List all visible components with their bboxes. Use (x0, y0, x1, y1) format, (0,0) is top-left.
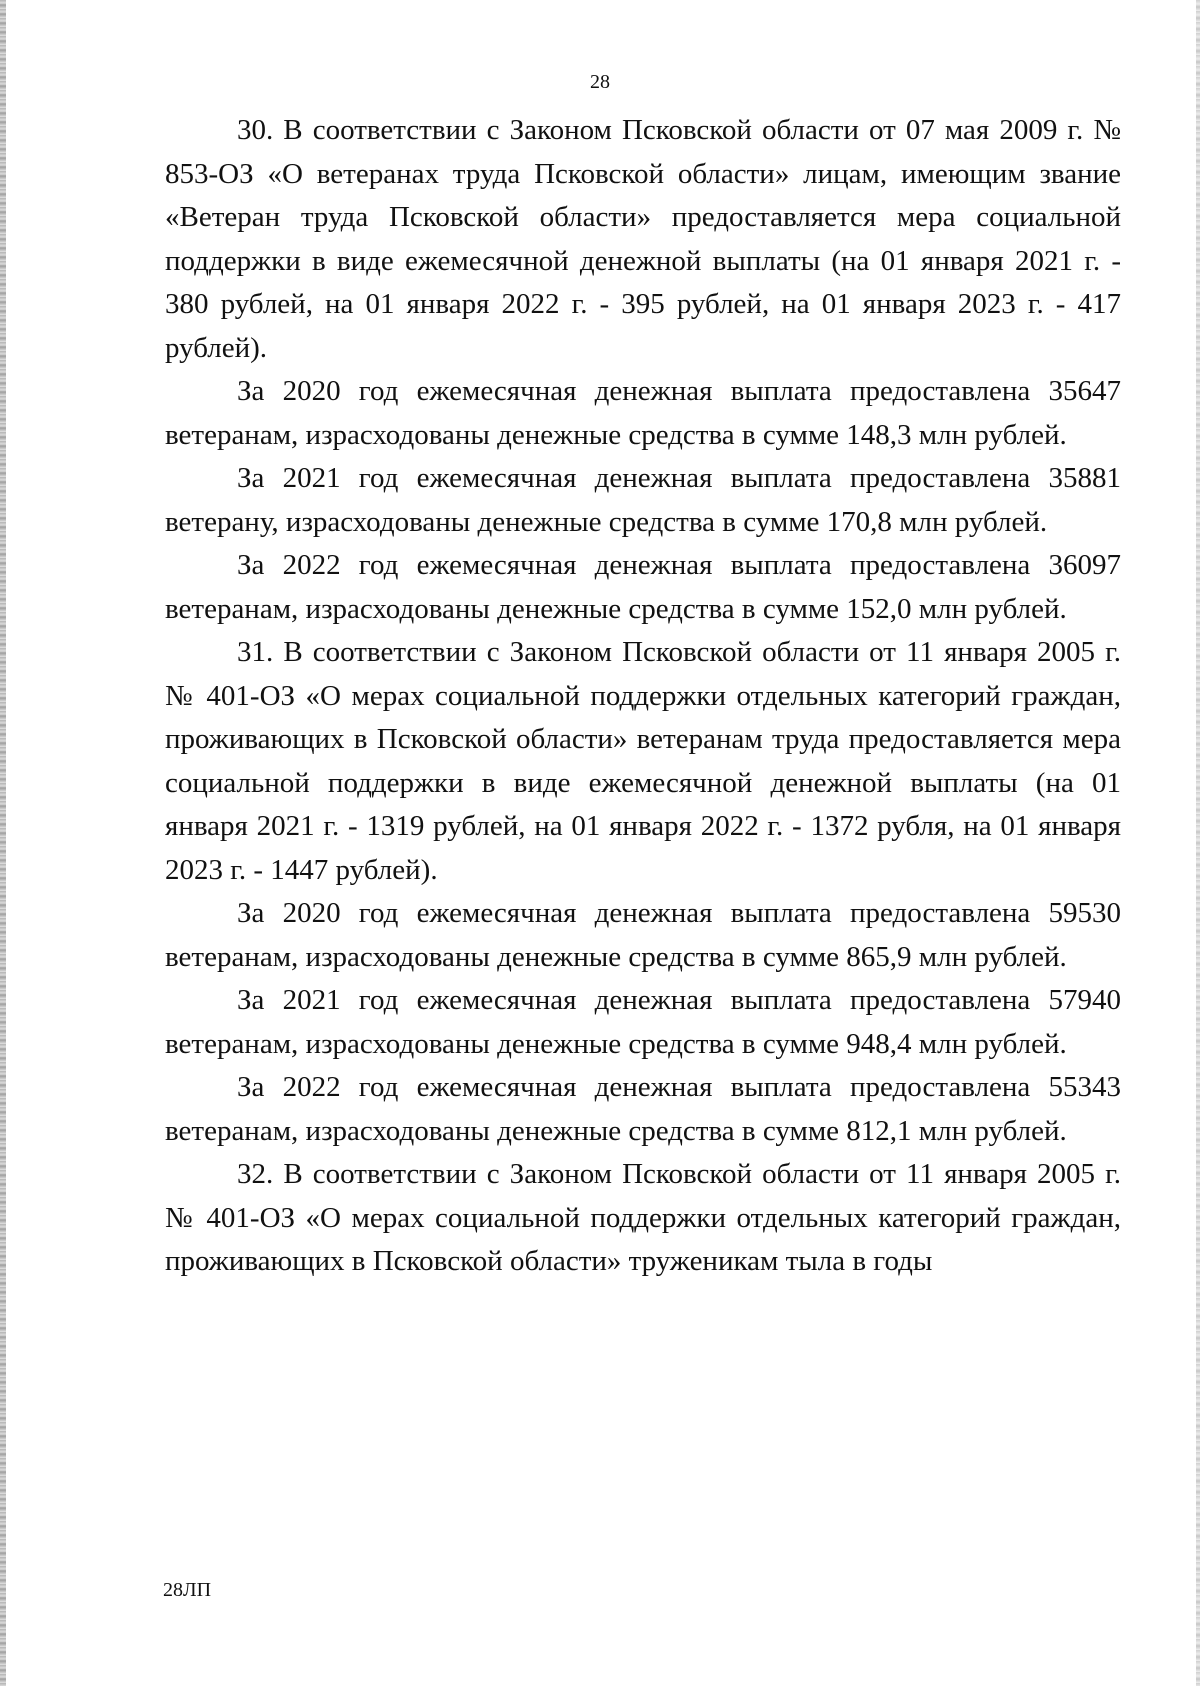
paragraph-item-30-2020: За 2020 год ежемесячная денежная выплата предоставлена 35647 ветеранам, израсходованы денежные средства в сумме 148,3 млн рублей. (165, 375, 1121, 451)
paragraph-item-31-intro: 31. В соответствии с Законом Псковской области от 11 января 2005 г. № 401-ОЗ «О мерах социальной поддержки отдельных категорий граждан, проживающих в Псковской области» ветеранам труда предоставляется мера социальной поддержки в виде ежемесячной денежной выплаты (на 01 января 2021 г. - 1319 рублей, на 01 января 2022 г. - 1372 рубля, на 01 января 2023 г. - 1447 рублей). (165, 636, 1121, 886)
paragraph-item-31-2022: За 2022 год ежемесячная денежная выплата предоставлена 55343 ветеранам, израсходованы денежные средства в сумме 812,1 млн рублей. (165, 1071, 1121, 1147)
paragraph-item-30-2022: За 2022 год ежемесячная денежная выплата предоставлена 36097 ветеранам, израсходованы денежные средства в сумме 152,0 млн рублей. (165, 549, 1121, 625)
paragraph-item-30-intro: 30. В соответствии с Законом Псковской области от 07 мая 2009 г. № 853-ОЗ «О ветеранах труда Псковской области» лицам, имеющим звание «Ветеран труда Псковской области» предоставляется мера социальной поддержки в виде ежемесячной денежной выплаты (на 01 января 2021 г. - 380 рублей, на 01 января 2022 г. - 395 рублей, на 01 января 2023 г. - 417 рублей). (165, 114, 1121, 364)
page-number: 28 (590, 71, 610, 93)
paragraph-item-32-intro: 32. В соответствии с Законом Псковской области от 11 января 2005 г. № 401-ОЗ «О мерах социальной поддержки отдельных категорий граждан, проживающих в Псковской области» труженикам тыла в годы (165, 1158, 1121, 1277)
paragraph-item-31-2020: За 2020 год ежемесячная денежная выплата предоставлена 59530 ветеранам, израсходованы денежные средства в сумме 865,9 млн рублей. (165, 897, 1121, 973)
scan-edge-right (1196, 0, 1200, 1686)
document-body (165, 109, 1121, 1284)
paragraph-item-30-2021: За 2021 год ежемесячная денежная выплата предоставлена 35881 ветерану, израсходованы денежные средства в сумме 170,8 млн рублей. (165, 462, 1121, 538)
paragraph-item-31-2021: За 2021 год ежемесячная денежная выплата предоставлена 57940 ветеранам, израсходованы денежные средства в сумме 948,4 млн рублей. (165, 984, 1121, 1060)
scan-edge-left (0, 0, 6, 1686)
footer-document-code: 28ЛП (163, 1579, 212, 1601)
